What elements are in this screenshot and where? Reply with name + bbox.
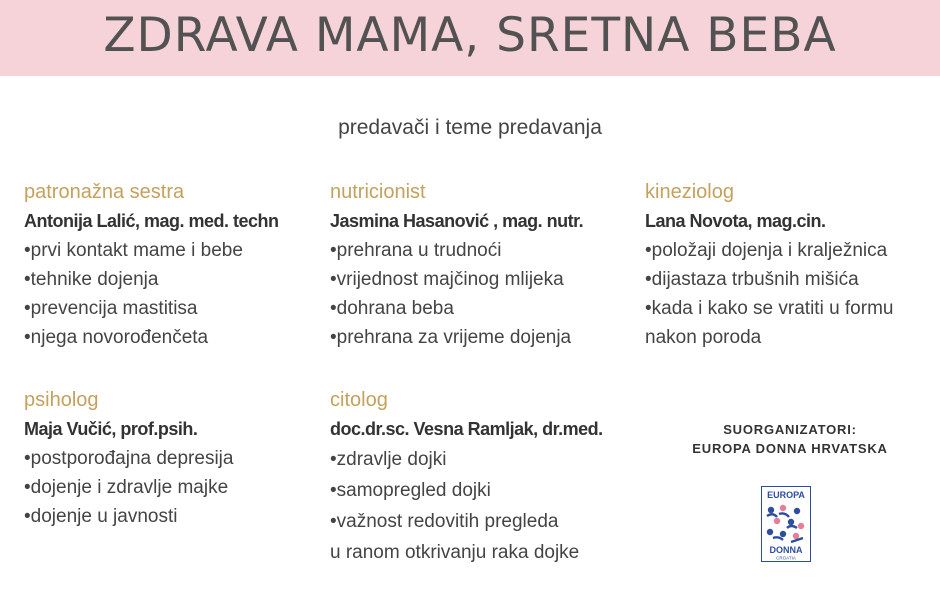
page-subtitle: predavači i teme predavanja <box>338 116 602 139</box>
topic-item: •dohrana beba <box>330 298 454 319</box>
topic-item: nakon poroda <box>645 327 762 348</box>
topic-item: •zdravlje dojki <box>330 449 447 470</box>
co-organizers <box>640 420 940 458</box>
topic-item: •dojenje u javnosti <box>24 506 178 527</box>
topic-item: •prehrana za vrijeme dojenja <box>330 327 572 348</box>
lecturer-block-kinesiologist <box>645 178 893 352</box>
topic-item: •vrijednost majčinog mlijeka <box>330 269 564 290</box>
topic-item: •prvi kontakt mame i bebe <box>24 240 243 261</box>
topic-item: •samopregled dojki <box>330 480 491 501</box>
europa-donna-logo <box>761 486 811 562</box>
topic-item: •dojenje i zdravlje majke <box>24 477 229 498</box>
topic-item: •važnost redovitih pregleda <box>330 511 559 532</box>
lecturer-block-psychologist <box>24 386 233 531</box>
lecturer-role: citolog <box>330 389 388 411</box>
lecturer-name: Lana Novota, mag.cin. <box>645 211 826 231</box>
lecturer-name: Jasmina Hasanović , mag. nutr. <box>330 211 584 231</box>
lecturer-role: psiholog <box>24 389 99 411</box>
topic-item: •dijastaza trbušnih mišića <box>645 269 859 290</box>
lecturer-name: doc.dr.sc. Vesna Ramljak, dr.med. <box>330 419 603 439</box>
lecturer-block-nurse <box>24 178 279 352</box>
lecturer-role: nutricionist <box>330 181 426 203</box>
topic-item: u ranom otkrivanju raka dojke <box>330 542 580 563</box>
lecturer-block-cytologist <box>330 386 603 568</box>
logo-text-sub: CROATIA <box>776 555 796 561</box>
topic-item: •položaji dojenja i kralježnica <box>645 240 888 261</box>
lecturer-role: kineziolog <box>645 181 734 203</box>
topic-item: •kada i kako se vratiti u formu <box>645 298 894 319</box>
lecturer-name: Antonija Lalić, mag. med. techn <box>24 211 279 231</box>
lecturer-name: Maja Vučić, prof.psih. <box>24 419 198 439</box>
topic-item: •postporođajna depresija <box>24 448 234 469</box>
page-title: ZDRAVA MAMA, SRETNA BEBA <box>103 8 837 63</box>
logo-text-top: EUROPA <box>767 490 805 500</box>
logo-text-bottom: DONNA <box>769 545 803 555</box>
lecturer-role: patronažna sestra <box>24 181 185 203</box>
topic-item: •tehnike dojenja <box>24 269 159 290</box>
lecturer-block-nutritionist <box>330 178 583 352</box>
topic-item: •prehrana u trudnoći <box>330 240 502 261</box>
co-organizers-name: EUROPA DONNA HRVATSKA <box>692 441 888 456</box>
topic-item: •prevencija mastitisa <box>24 298 198 319</box>
topic-item: •njega novorođenčeta <box>24 327 209 348</box>
co-organizers-label: SUORGANIZATORI: <box>723 422 857 437</box>
